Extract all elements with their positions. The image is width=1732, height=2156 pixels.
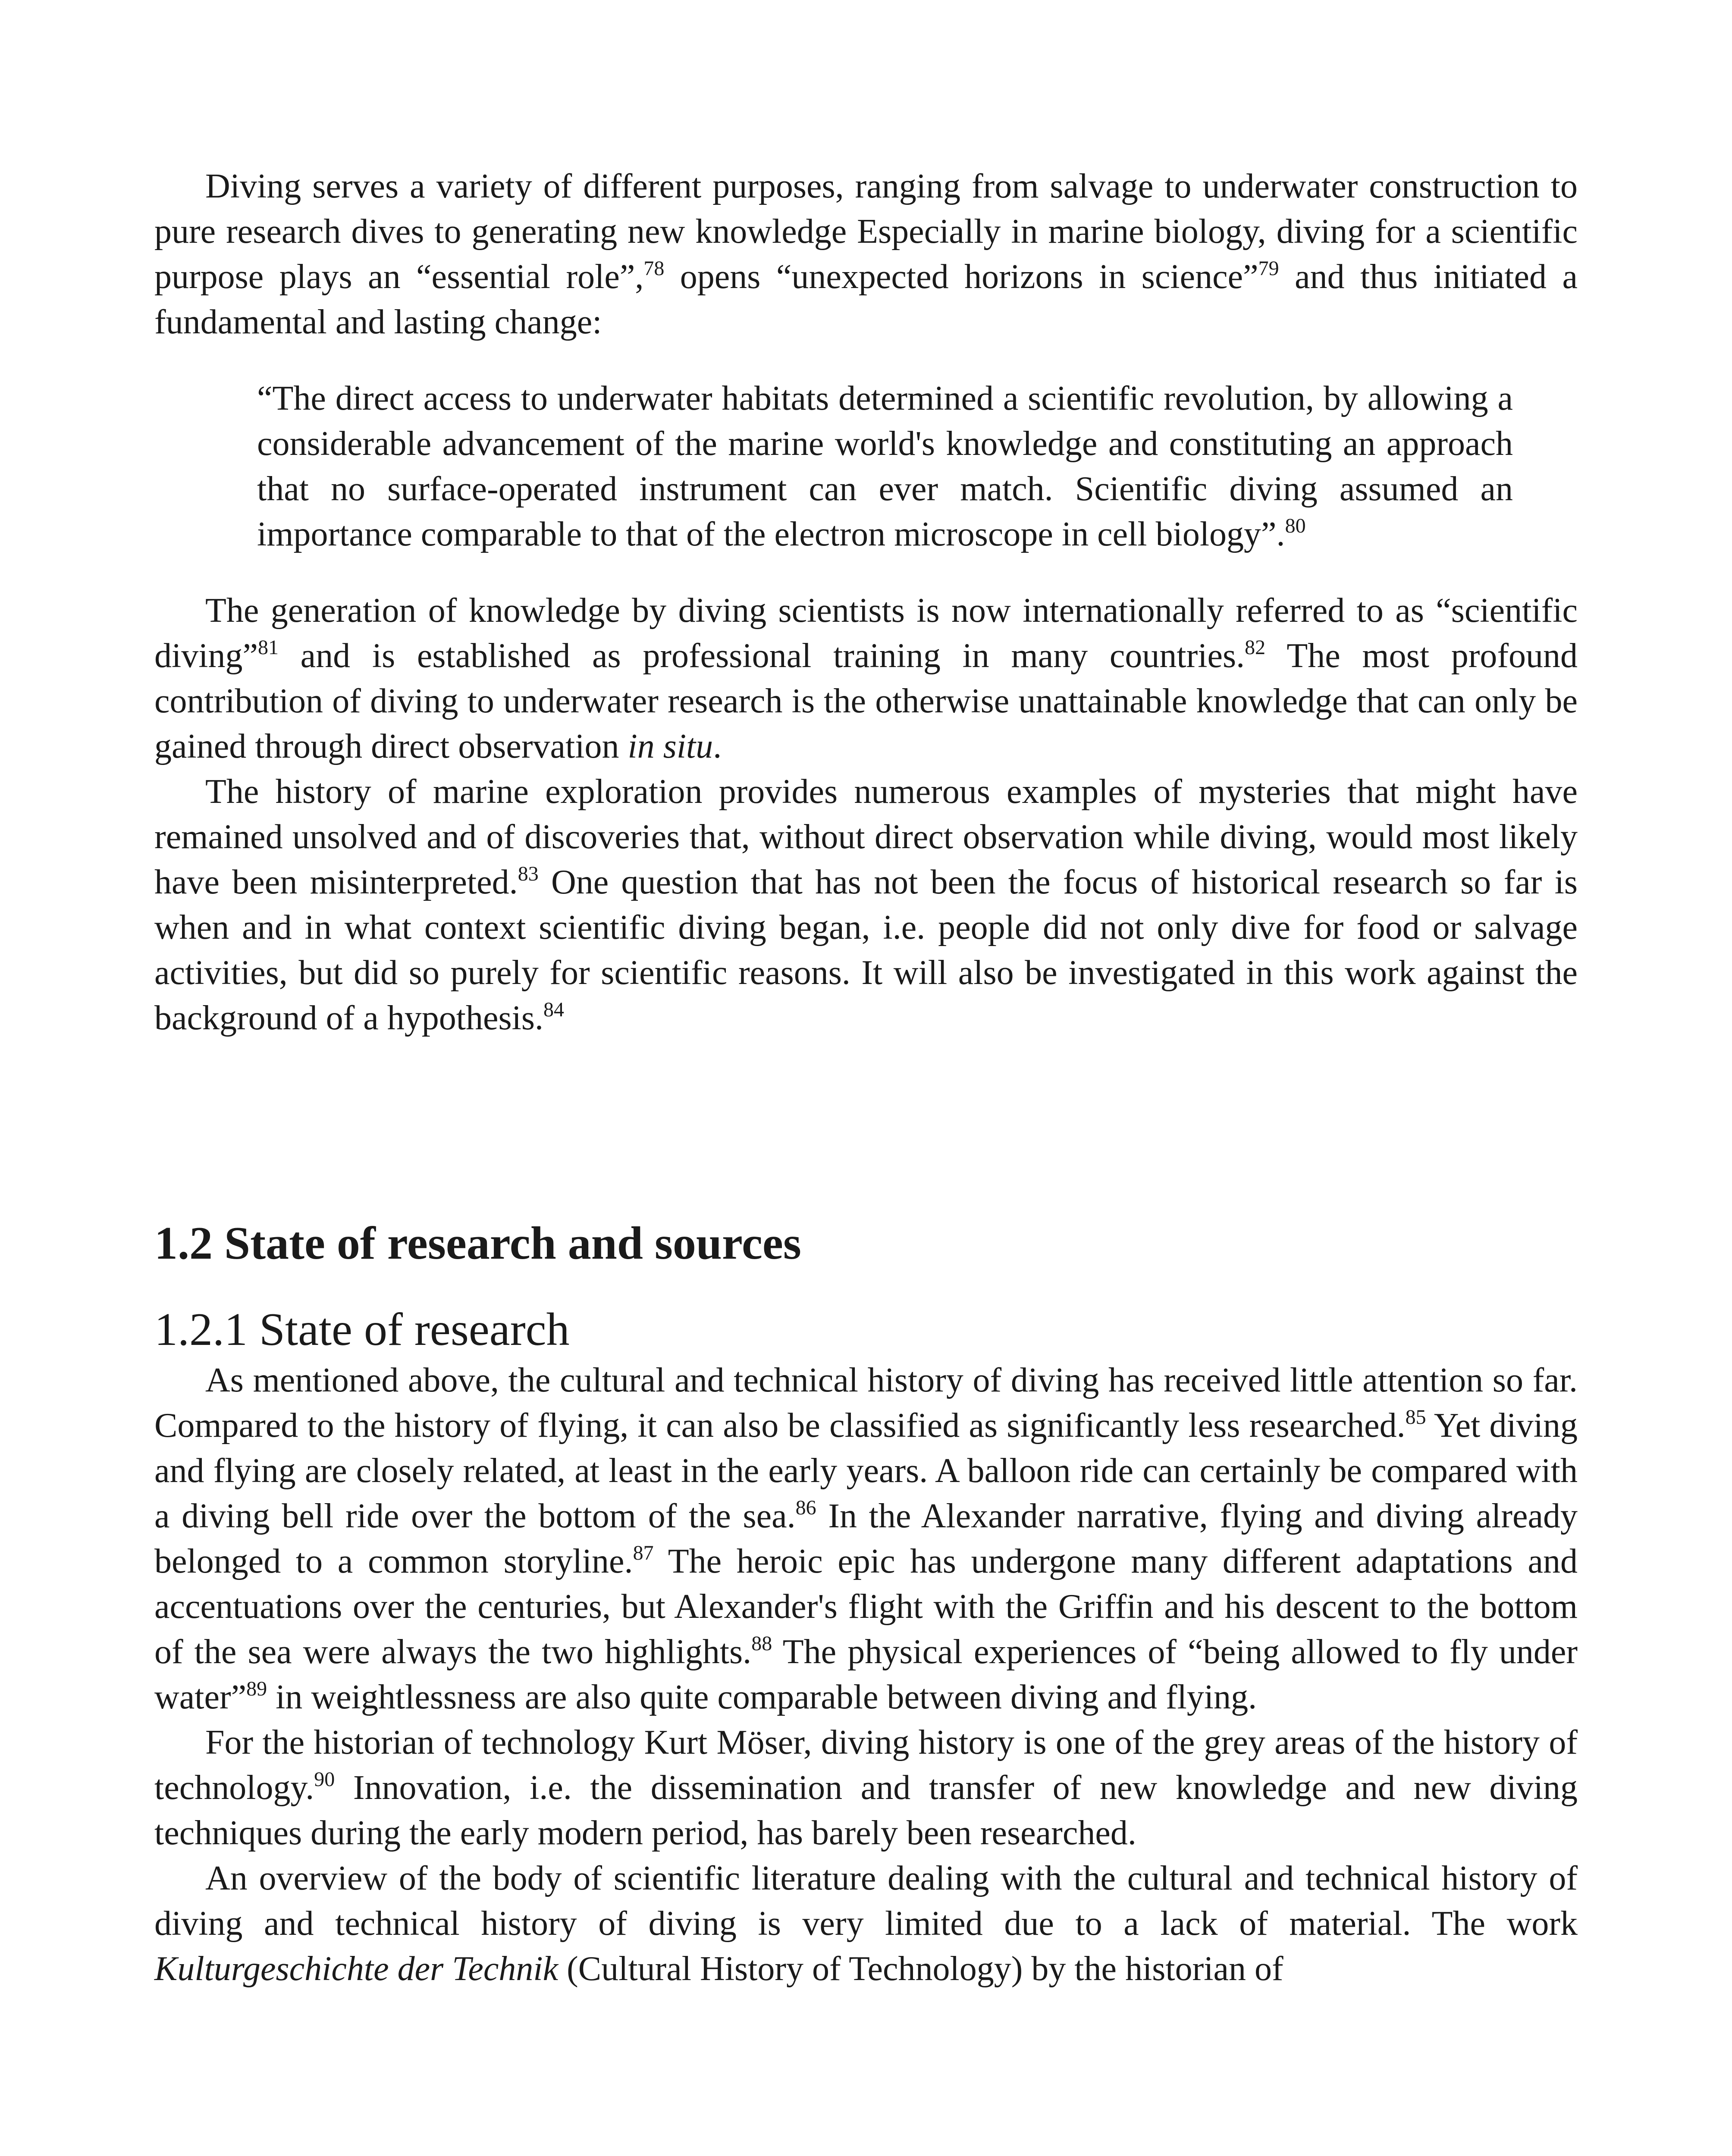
text-run: For the historian of technology Kurt Möser, diving history is one of the grey areas of the history of technology.: [154, 1724, 1578, 1807]
footnote-ref[interactable]: 82: [1245, 636, 1266, 659]
footnote-ref[interactable]: 88: [751, 1632, 772, 1655]
footnote-ref[interactable]: 81: [257, 636, 279, 659]
footnote-ref[interactable]: 86: [795, 1496, 816, 1519]
italic-term: in situ: [628, 727, 713, 765]
footnote-ref[interactable]: 89: [246, 1677, 267, 1700]
quote-text: “The direct access to underwater habitats determined a scientific revolution, by allowing a considerable advancement of the marine world's knowledge and constituting an approach that no surface-operated instrument can ever match. Scientific diving assumed an importance comparable to that of the electron microscope in cell biology”.: [257, 379, 1513, 553]
text-run: The most profound contribution of diving to underwater research is the otherwise unattainable knowledge that can only be gained through direct observation: [154, 637, 1578, 765]
text-run: As mentioned above, the cultural and technical history of diving has received little attention so far. Compared to the history of flying, it can also be classified as significantly less researched.: [154, 1361, 1578, 1445]
text-run: Yet diving and flying are closely related, at least in the early years. A balloon ride can certainly be compared with a diving bell ride over the bottom of the sea.: [154, 1407, 1578, 1535]
text-run: The heroic epic has undergone many different adaptations and accentuations over the centuries, but Alexander's flight with the Griffin and his descent to the bottom of the sea were always the two highlights.: [154, 1542, 1578, 1671]
text-run: .: [713, 727, 722, 765]
paragraph-kurt-moser: [154, 1720, 1578, 1856]
text-run: in weightlessness are also quite comparable between diving and flying.: [267, 1678, 1257, 1716]
paragraph-cultural-history: [154, 1358, 1578, 1720]
paragraph-diving-purposes: [154, 164, 1578, 345]
footnote-ref[interactable]: 83: [518, 862, 539, 885]
text-run: opens “unexpected horizons in science”: [664, 258, 1258, 296]
section-heading: 1.2 State of research and sources: [154, 1218, 801, 1269]
footnote-ref[interactable]: 87: [633, 1542, 654, 1564]
text-run: In the Alexander narrative, flying and diving already belonged to a common storyline.: [154, 1497, 1578, 1580]
text-run: (Cultural History of Technology) by the historian of: [558, 1950, 1283, 1988]
text-run: Diving serves a variety of different purposes, ranging from salvage to underwater construction to pure research dives to generating new knowledge Especially in marine biology, diving for a scientific purpose plays an “essential role”,: [154, 167, 1578, 296]
text-run: One question that has not been the focus of historical research so far is when and in what context scientific diving began, i.e. people did not only dive for food or salvage activities, but did so purely for scientific reasons. It will also be investigated in this work against the background of a hypothesis.: [154, 863, 1578, 1037]
text-run: The generation of knowledge by diving scientists is now internationally referred to as “scientific diving”: [154, 592, 1578, 675]
text-run: and thus initiated a fundamental and lasting change:: [154, 258, 1578, 341]
text-run: An overview of the body of scientific literature dealing with the cultural and technical history of diving and technical history of diving is very limited due to a lack of material. The work: [154, 1859, 1578, 1943]
paragraph-marine-exploration: [154, 769, 1578, 1041]
footnote-ref[interactable]: 84: [543, 998, 565, 1021]
paragraph-literature-overview: [154, 1856, 1578, 1992]
text-run: Innovation, i.e. the dissemination and transfer of new knowledge and new diving techniques during the early modern period, has barely been researched.: [154, 1769, 1578, 1852]
footnote-ref[interactable]: 85: [1405, 1406, 1426, 1429]
footnote-ref[interactable]: 90: [314, 1768, 335, 1791]
italic-title: Kulturgeschichte der Technik: [154, 1950, 559, 1988]
footnote-ref[interactable]: 78: [643, 257, 665, 280]
footnote-ref[interactable]: 79: [1258, 257, 1279, 280]
block-quote: [154, 376, 1513, 557]
page-body: [154, 164, 1578, 1992]
paragraph-scientific-diving: [154, 588, 1578, 769]
text-run: and is established as professional training in many countries.: [278, 637, 1245, 675]
footnote-ref[interactable]: 80: [1285, 514, 1306, 537]
text-run: The physical experiences of “being allowed to fly under water”: [154, 1633, 1578, 1716]
text-run: The history of marine exploration provides numerous examples of mysteries that might have remained unsolved and of discoveries that, without direct observation while diving, would most likely have been misinterpreted.: [154, 773, 1578, 901]
subsection-heading: 1.2.1 State of research: [154, 1304, 570, 1355]
